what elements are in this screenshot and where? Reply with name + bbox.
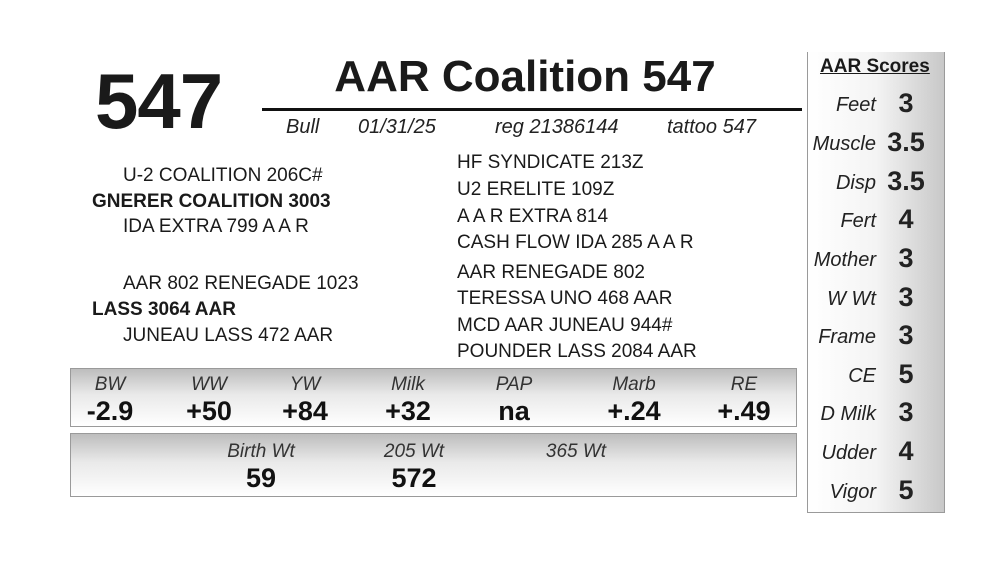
score-row-ce [808,357,944,395]
score-label: Fert [840,210,876,232]
pedigree-sire-sire-sire: HF SYNDICATE 213Z [457,152,644,173]
epd-yw [260,375,350,425]
epd-value: na [498,396,530,426]
epd-value: +.24 [607,396,661,426]
epd-label: Marb [612,374,656,395]
epd-label: Milk [391,374,425,395]
weight-value: 572 [391,463,437,493]
epd-bw [65,375,155,425]
epd-value: +.49 [717,396,771,426]
pedigree-sire-dam-sire: A A R EXTRA 814 [457,206,609,227]
pedigree-dam-sire-dam: TERESSA UNO 468 AAR [457,288,673,309]
epd-ww [164,375,254,425]
epd-value: +50 [186,396,232,426]
score-label: Feet [835,94,876,116]
score-label: Frame [818,326,876,348]
sex-label: Bull [286,116,320,138]
weight-birth [216,442,306,492]
epd-label: BW [94,374,126,395]
pedigree-dam-dam-dam: POUNDER LASS 2084 AAR [457,341,697,362]
epd-label: WW [191,374,227,395]
pedigree-sire-sire: U-2 COALITION 206C# [123,165,323,186]
pedigree-sire-dam: IDA EXTRA 799 A A R [123,216,309,237]
tattoo: tattoo 547 [667,116,756,138]
score-value: 5 [898,359,914,389]
score-value: 3 [898,397,914,427]
score-value: 3.5 [887,166,925,196]
score-value: 3.5 [887,127,925,157]
score-label: Vigor [829,481,876,503]
score-row-fert [808,202,944,240]
score-row-mother [808,241,944,279]
birth-date: 01/31/25 [358,116,436,138]
score-label: CE [848,365,876,387]
score-row-feet [808,86,944,124]
scores-header: AAR Scores [820,56,930,77]
epd-value: +84 [282,396,328,426]
score-label: Muscle [812,133,876,155]
score-row-disp [808,164,944,202]
epd-marb [589,375,679,425]
lot-number: 547 [95,57,223,145]
score-label: Mother [813,249,876,271]
score-label: D Milk [820,403,876,425]
epd-value: -2.9 [86,396,134,426]
epd-label: PAP [495,374,533,395]
animal-name: AAR Coalition 547 [334,52,716,101]
score-label: W Wt [827,288,876,310]
score-value: 5 [898,475,914,505]
title-underline [262,108,802,111]
weight-value: 59 [245,463,277,493]
weights-panel [70,433,797,497]
weight-label: 205 Wt [383,441,445,462]
epd-re [699,375,789,425]
score-row-frame [808,318,944,356]
weight-205 [369,442,459,492]
score-row-weaning-wt [808,280,944,318]
score-row-d-milk [808,395,944,433]
aar-scores-panel [807,52,945,513]
pedigree-dam-sire: AAR 802 RENEGADE 1023 [123,273,359,294]
epd-pap [469,375,559,425]
pedigree-dam-dam-sire: MCD AAR JUNEAU 944# [457,315,673,336]
score-row-muscle [808,125,944,163]
registration-number: reg 21386144 [495,116,619,138]
epd-label: RE [730,374,758,395]
score-value: 3 [898,282,914,312]
pedigree-sire-sire-dam: U2 ERELITE 109Z [457,179,615,200]
epd-label: YW [289,374,321,395]
score-value: 3 [898,88,914,118]
score-value: 4 [898,436,914,466]
score-value: 3 [898,243,914,273]
score-value: 3 [898,320,914,350]
weight-label: Birth Wt [227,441,295,462]
score-label: Udder [821,442,876,464]
pedigree-dam-sire-sire: AAR RENEGADE 802 [457,262,645,283]
pedigree-sire-dam-dam: CASH FLOW IDA 285 A A R [457,232,694,253]
weight-365 [531,442,621,465]
pedigree-sire: GNERER COALITION 3003 [92,191,331,212]
score-label: Disp [835,172,876,194]
weight-label: 365 Wt [545,441,607,462]
epd-value: +32 [385,396,431,426]
pedigree-dam: LASS 3064 AAR [92,299,236,320]
pedigree-dam-dam: JUNEAU LASS 472 AAR [123,325,334,346]
score-row-udder [808,434,944,472]
epd-panel [70,368,797,427]
score-row-vigor [808,473,944,511]
epd-milk [363,375,453,425]
score-value: 4 [898,204,914,234]
